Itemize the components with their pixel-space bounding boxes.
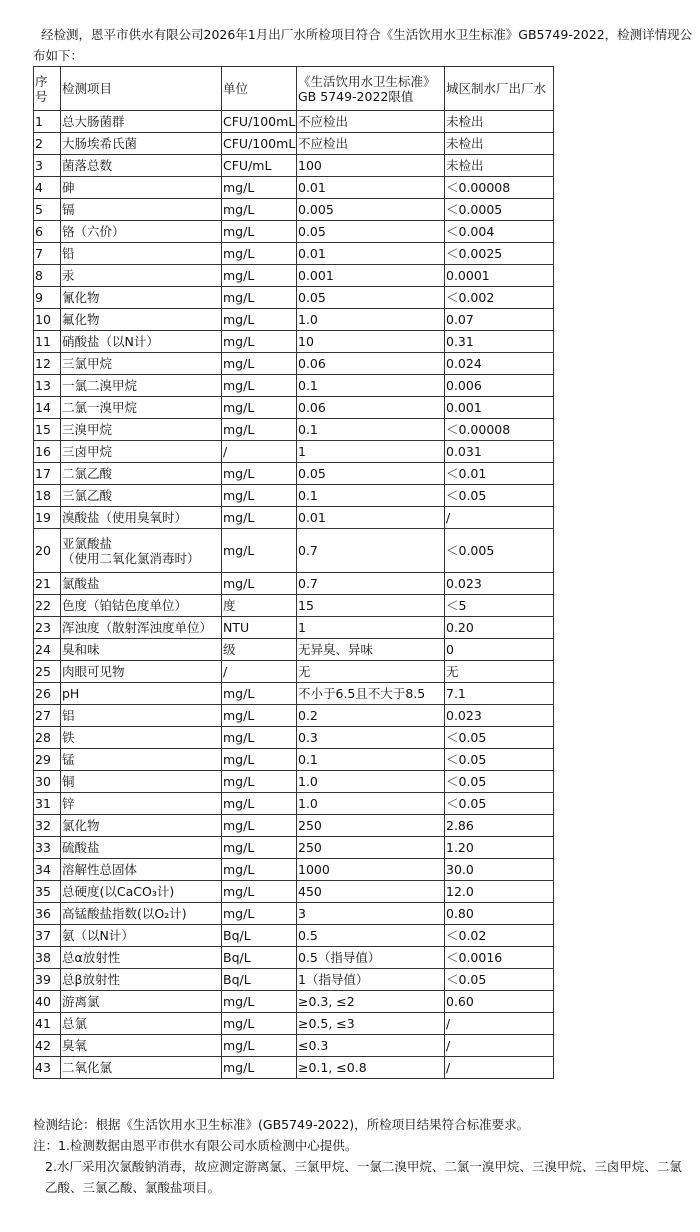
row-limit: 0.1 xyxy=(297,485,445,507)
row-limit: 250 xyxy=(297,815,445,837)
row-item: pH xyxy=(61,683,222,705)
row-limit: ≥0.1, ≤0.8 xyxy=(297,1057,445,1079)
row-item: 砷 xyxy=(61,177,222,199)
row-unit: mg/L xyxy=(222,705,297,727)
table-row xyxy=(34,397,554,419)
row-limit: 100 xyxy=(297,155,445,177)
table-row xyxy=(34,573,554,595)
row-limit: 1 xyxy=(297,441,445,463)
row-result: ＜0.02 xyxy=(445,925,554,947)
row-result: 1.20 xyxy=(445,837,554,859)
row-unit: mg/L xyxy=(222,683,297,705)
table-row xyxy=(34,683,554,705)
row-result: ＜0.05 xyxy=(445,727,554,749)
row-no: 34 xyxy=(34,859,61,881)
row-item: 锰 xyxy=(61,749,222,771)
row-item: 肉眼可见物 xyxy=(61,661,222,683)
table-row xyxy=(34,243,554,265)
row-limit: 0.01 xyxy=(297,177,445,199)
table-row xyxy=(34,947,554,969)
row-item: 游离氯 xyxy=(61,991,222,1013)
note-2: 2.水厂采用次氯酸钠消毒，故应测定游离氯、三氯甲烷、一氯二溴甲烷、二氯一溴甲烷、三溴甲烷、三卤甲烷、二氯乙酸、三氯乙酸、氯酸盐项目。 xyxy=(45,1159,682,1195)
row-unit: CFU/100mL xyxy=(222,133,297,155)
row-result: ＜0.05 xyxy=(445,749,554,771)
header-limit-line2: GB 5749-2022限值 xyxy=(298,88,414,104)
row-no: 23 xyxy=(34,617,61,639)
row-no: 30 xyxy=(34,771,61,793)
table-row xyxy=(34,991,554,1013)
row-result: ＜0.05 xyxy=(445,793,554,815)
row-no: 22 xyxy=(34,595,61,617)
row-unit: mg/L xyxy=(222,287,297,309)
row-limit: 无 xyxy=(297,661,445,683)
table-row xyxy=(34,881,554,903)
row-item: 镉 xyxy=(61,199,222,221)
table-row xyxy=(34,639,554,661)
row-unit: mg/L xyxy=(222,419,297,441)
row-no: 27 xyxy=(34,705,61,727)
table-row xyxy=(34,287,554,309)
row-item: 硝酸盐（以N计） xyxy=(61,331,222,353)
row-limit: 0.01 xyxy=(297,243,445,265)
row-no: 31 xyxy=(34,793,61,815)
row-limit: ≥0.5, ≤3 xyxy=(297,1013,445,1035)
row-no: 5 xyxy=(34,199,61,221)
row-result: 0.031 xyxy=(445,441,554,463)
row-result: 12.0 xyxy=(445,881,554,903)
note-1: 注：1.检测数据由恩平市供水有限公司水质检测中心提供。 xyxy=(33,1138,358,1153)
row-limit: 1.0 xyxy=(297,793,445,815)
row-no: 14 xyxy=(34,397,61,419)
row-result: 7.1 xyxy=(445,683,554,705)
row-result: ＜0.01 xyxy=(445,463,554,485)
table-row xyxy=(34,529,554,573)
row-result: 0.023 xyxy=(445,573,554,595)
table-row xyxy=(34,727,554,749)
table-row xyxy=(34,331,554,353)
row-unit: Bq/L xyxy=(222,947,297,969)
row-no: 20 xyxy=(34,529,61,573)
row-result: ＜0.0016 xyxy=(445,947,554,969)
row-no: 37 xyxy=(34,925,61,947)
row-result: 0.024 xyxy=(445,353,554,375)
row-item: 总氯 xyxy=(61,1013,222,1035)
row-unit: mg/L xyxy=(222,375,297,397)
row-limit: 0.1 xyxy=(297,375,445,397)
table-row xyxy=(34,507,554,529)
row-item: 铅 xyxy=(61,243,222,265)
row-limit: 250 xyxy=(297,837,445,859)
table-row xyxy=(34,705,554,727)
row-no: 3 xyxy=(34,155,61,177)
row-limit: 1000 xyxy=(297,859,445,881)
row-item: 铬（六价） xyxy=(61,221,222,243)
row-unit: mg/L xyxy=(222,815,297,837)
row-limit: 0.5（指导值） xyxy=(297,947,445,969)
conclusion-text: 检测结论：根据《生活饮用水卫生标准》(GB5749-2022)，所检项目结果符合标准要求。 xyxy=(33,1117,530,1132)
row-no: 24 xyxy=(34,639,61,661)
row-item: 臭氧 xyxy=(61,1035,222,1057)
row-result: ＜0.005 xyxy=(445,529,554,573)
row-no: 19 xyxy=(34,507,61,529)
intro-paragraph xyxy=(33,24,693,66)
row-unit: mg/L xyxy=(222,1013,297,1035)
intro-text: 经检测，恩平市供水有限公司2026年1月出厂水所检项目符合《生活饮用水卫生标准》GB5749-2022，检测详情现公布如下： xyxy=(33,27,693,63)
row-limit: 不应检出 xyxy=(297,111,445,133)
row-item: 三溴甲烷 xyxy=(61,419,222,441)
row-no: 12 xyxy=(34,353,61,375)
row-unit: mg/L xyxy=(222,463,297,485)
row-item: 总β放射性 xyxy=(61,969,222,991)
row-limit: 0.06 xyxy=(297,353,445,375)
row-item: 大肠埃希氏菌 xyxy=(61,133,222,155)
row-item: 硫酸盐 xyxy=(61,837,222,859)
row-result: / xyxy=(445,507,554,529)
table-row xyxy=(34,177,554,199)
row-result: ＜0.00008 xyxy=(445,177,554,199)
table-row xyxy=(34,199,554,221)
table-row xyxy=(34,265,554,287)
table-row xyxy=(34,155,554,177)
row-limit: 0.06 xyxy=(297,397,445,419)
row-item: 总硬度(以CaCO₃计) xyxy=(61,881,222,903)
row-result: 0.023 xyxy=(445,705,554,727)
row-result: 0.31 xyxy=(445,331,554,353)
row-no: 13 xyxy=(34,375,61,397)
row-item: 三氯甲烷 xyxy=(61,353,222,375)
row-item-line1: 亚氯酸盐 xyxy=(62,535,113,551)
row-no: 1 xyxy=(34,111,61,133)
row-unit: NTU xyxy=(222,617,297,639)
table-row xyxy=(34,815,554,837)
table-row xyxy=(34,793,554,815)
table-row xyxy=(34,1035,554,1057)
row-unit: mg/L xyxy=(222,859,297,881)
table-row xyxy=(34,1057,554,1079)
row-unit: mg/L xyxy=(222,793,297,815)
row-result: 0.006 xyxy=(445,375,554,397)
row-unit: Bq/L xyxy=(222,925,297,947)
row-result: 0.80 xyxy=(445,903,554,925)
row-unit: mg/L xyxy=(222,529,297,573)
row-result: / xyxy=(445,1035,554,1057)
table-row xyxy=(34,441,554,463)
row-limit: 0.01 xyxy=(297,507,445,529)
row-limit: 0.3 xyxy=(297,727,445,749)
row-limit: 不应检出 xyxy=(297,133,445,155)
row-item: 三氯乙酸 xyxy=(61,485,222,507)
row-limit: 0.05 xyxy=(297,463,445,485)
table-row xyxy=(34,771,554,793)
row-result: / xyxy=(445,1057,554,1079)
row-limit: 无异臭、异味 xyxy=(297,639,445,661)
row-no: 15 xyxy=(34,419,61,441)
table-row xyxy=(34,221,554,243)
row-unit: / xyxy=(222,661,297,683)
row-item: 色度（铂钴色度单位） xyxy=(61,595,222,617)
row-result: 0.07 xyxy=(445,309,554,331)
row-unit: mg/L xyxy=(222,771,297,793)
row-item: 高锰酸盐指数(以O₂计) xyxy=(61,903,222,925)
row-no: 8 xyxy=(34,265,61,287)
table-row xyxy=(34,133,554,155)
row-result: ＜0.004 xyxy=(445,221,554,243)
row-limit: 0.05 xyxy=(297,221,445,243)
row-limit: ≤0.3 xyxy=(297,1035,445,1057)
row-result: 2.86 xyxy=(445,815,554,837)
row-unit: mg/L xyxy=(222,221,297,243)
row-no: 4 xyxy=(34,177,61,199)
table-row xyxy=(34,1013,554,1035)
table-row xyxy=(34,903,554,925)
row-no: 40 xyxy=(34,991,61,1013)
table-row xyxy=(34,969,554,991)
row-no: 38 xyxy=(34,947,61,969)
table-row xyxy=(34,837,554,859)
row-result: ＜0.05 xyxy=(445,771,554,793)
row-no: 2 xyxy=(34,133,61,155)
row-no: 11 xyxy=(34,331,61,353)
row-unit: mg/L xyxy=(222,837,297,859)
header-unit: 单位 xyxy=(222,67,297,111)
row-limit: 15 xyxy=(297,595,445,617)
footer-notes xyxy=(33,1114,693,1198)
row-limit: 0.005 xyxy=(297,199,445,221)
row-item: 三卤甲烷 xyxy=(61,441,222,463)
row-no: 18 xyxy=(34,485,61,507)
row-unit: CFU/100mL xyxy=(222,111,297,133)
row-result: 0 xyxy=(445,639,554,661)
row-limit: 0.7 xyxy=(297,573,445,595)
row-item: 总α放射性 xyxy=(61,947,222,969)
row-no: 25 xyxy=(34,661,61,683)
table-body xyxy=(34,111,554,1079)
row-result: ＜0.0025 xyxy=(445,243,554,265)
table-row xyxy=(34,485,554,507)
row-item: 溶解性总固体 xyxy=(61,859,222,881)
table-row xyxy=(34,925,554,947)
table-row xyxy=(34,419,554,441)
row-no: 17 xyxy=(34,463,61,485)
row-unit: mg/L xyxy=(222,881,297,903)
row-item-line2: （使用二氧化氯消毒时） xyxy=(62,550,200,566)
row-no: 10 xyxy=(34,309,61,331)
table-header-row xyxy=(34,67,554,111)
row-unit: mg/L xyxy=(222,397,297,419)
row-no: 36 xyxy=(34,903,61,925)
row-limit: 0.2 xyxy=(297,705,445,727)
row-item: 二氯一溴甲烷 xyxy=(61,397,222,419)
row-unit: mg/L xyxy=(222,573,297,595)
row-unit: 级 xyxy=(222,639,297,661)
row-item: 总大肠菌群 xyxy=(61,111,222,133)
row-unit: CFU/mL xyxy=(222,155,297,177)
row-result: ＜0.002 xyxy=(445,287,554,309)
table-row xyxy=(34,749,554,771)
row-limit: 0.7 xyxy=(297,529,445,573)
row-item: 二氯乙酸 xyxy=(61,463,222,485)
row-no: 16 xyxy=(34,441,61,463)
row-no: 26 xyxy=(34,683,61,705)
row-limit: 0.001 xyxy=(297,265,445,287)
header-result: 城区制水厂出厂水 xyxy=(445,67,554,111)
row-item: 臭和味 xyxy=(61,639,222,661)
row-item: 氯酸盐 xyxy=(61,573,222,595)
row-unit: 度 xyxy=(222,595,297,617)
row-unit: mg/L xyxy=(222,507,297,529)
row-limit: 0.05 xyxy=(297,287,445,309)
row-unit: mg/L xyxy=(222,243,297,265)
row-result: 0.20 xyxy=(445,617,554,639)
table-row xyxy=(34,661,554,683)
row-item: 一氯二溴甲烷 xyxy=(61,375,222,397)
row-limit: 450 xyxy=(297,881,445,903)
row-unit: mg/L xyxy=(222,199,297,221)
row-item: 汞 xyxy=(61,265,222,287)
row-item: 二氧化氯 xyxy=(61,1057,222,1079)
row-item: 氟化物 xyxy=(61,309,222,331)
row-limit: 0.1 xyxy=(297,419,445,441)
row-item: 锌 xyxy=(61,793,222,815)
row-limit: 1.0 xyxy=(297,309,445,331)
row-item: 氨（以N计） xyxy=(61,925,222,947)
row-limit: 0.5 xyxy=(297,925,445,947)
row-limit: 1 xyxy=(297,617,445,639)
row-result: 0.001 xyxy=(445,397,554,419)
header-no: 序号 xyxy=(34,67,61,111)
row-result: 30.0 xyxy=(445,859,554,881)
water-quality-table xyxy=(33,66,554,1079)
row-unit: mg/L xyxy=(222,353,297,375)
row-limit: 不小于6.5且不大于8.5 xyxy=(297,683,445,705)
row-unit: mg/L xyxy=(222,749,297,771)
header-limit-line1: 《生活饮用水卫生标准》 xyxy=(298,73,436,89)
row-unit: / xyxy=(222,441,297,463)
row-unit: mg/L xyxy=(222,1035,297,1057)
row-result: ＜0.05 xyxy=(445,969,554,991)
row-no: 29 xyxy=(34,749,61,771)
row-limit: 0.1 xyxy=(297,749,445,771)
row-unit: mg/L xyxy=(222,331,297,353)
row-no: 21 xyxy=(34,573,61,595)
row-unit: mg/L xyxy=(222,1057,297,1079)
row-unit: mg/L xyxy=(222,177,297,199)
row-result: 0.0001 xyxy=(445,265,554,287)
table-row xyxy=(34,111,554,133)
row-no: 9 xyxy=(34,287,61,309)
row-result: / xyxy=(445,1013,554,1035)
table-row xyxy=(34,353,554,375)
row-no: 6 xyxy=(34,221,61,243)
row-no: 28 xyxy=(34,727,61,749)
row-limit: 1.0 xyxy=(297,771,445,793)
row-item: 氯化物 xyxy=(61,815,222,837)
row-unit: mg/L xyxy=(222,727,297,749)
table-row xyxy=(34,309,554,331)
row-item xyxy=(61,529,222,573)
row-no: 33 xyxy=(34,837,61,859)
row-limit: ≥0.3, ≤2 xyxy=(297,991,445,1013)
row-unit: Bq/L xyxy=(222,969,297,991)
row-unit: mg/L xyxy=(222,309,297,331)
table-row xyxy=(34,595,554,617)
table-row xyxy=(34,617,554,639)
table-row xyxy=(34,859,554,881)
row-limit: 3 xyxy=(297,903,445,925)
row-result: 未检出 xyxy=(445,111,554,133)
row-result: ＜0.0005 xyxy=(445,199,554,221)
row-no: 32 xyxy=(34,815,61,837)
row-no: 42 xyxy=(34,1035,61,1057)
row-item: 铜 xyxy=(61,771,222,793)
row-no: 43 xyxy=(34,1057,61,1079)
row-item: 氰化物 xyxy=(61,287,222,309)
row-item: 浑浊度（散射浑浊度单位） xyxy=(61,617,222,639)
table-row xyxy=(34,463,554,485)
header-limit xyxy=(297,67,445,111)
row-no: 35 xyxy=(34,881,61,903)
row-limit: 10 xyxy=(297,331,445,353)
row-no: 39 xyxy=(34,969,61,991)
row-result: ＜0.05 xyxy=(445,485,554,507)
row-result: 无 xyxy=(445,661,554,683)
row-result: 未检出 xyxy=(445,155,554,177)
row-unit: mg/L xyxy=(222,991,297,1013)
row-limit: 1（指导值） xyxy=(297,969,445,991)
row-unit: mg/L xyxy=(222,903,297,925)
row-item: 溴酸盐（使用臭氧时） xyxy=(61,507,222,529)
table-row xyxy=(34,375,554,397)
header-item: 检测项目 xyxy=(61,67,222,111)
row-item: 铝 xyxy=(61,705,222,727)
row-item: 铁 xyxy=(61,727,222,749)
row-result: ＜0.00008 xyxy=(445,419,554,441)
row-unit: mg/L xyxy=(222,265,297,287)
row-item: 菌落总数 xyxy=(61,155,222,177)
row-result: ＜5 xyxy=(445,595,554,617)
row-result: 未检出 xyxy=(445,133,554,155)
row-result: 0.60 xyxy=(445,991,554,1013)
row-no: 7 xyxy=(34,243,61,265)
row-no: 41 xyxy=(34,1013,61,1035)
row-unit: mg/L xyxy=(222,485,297,507)
